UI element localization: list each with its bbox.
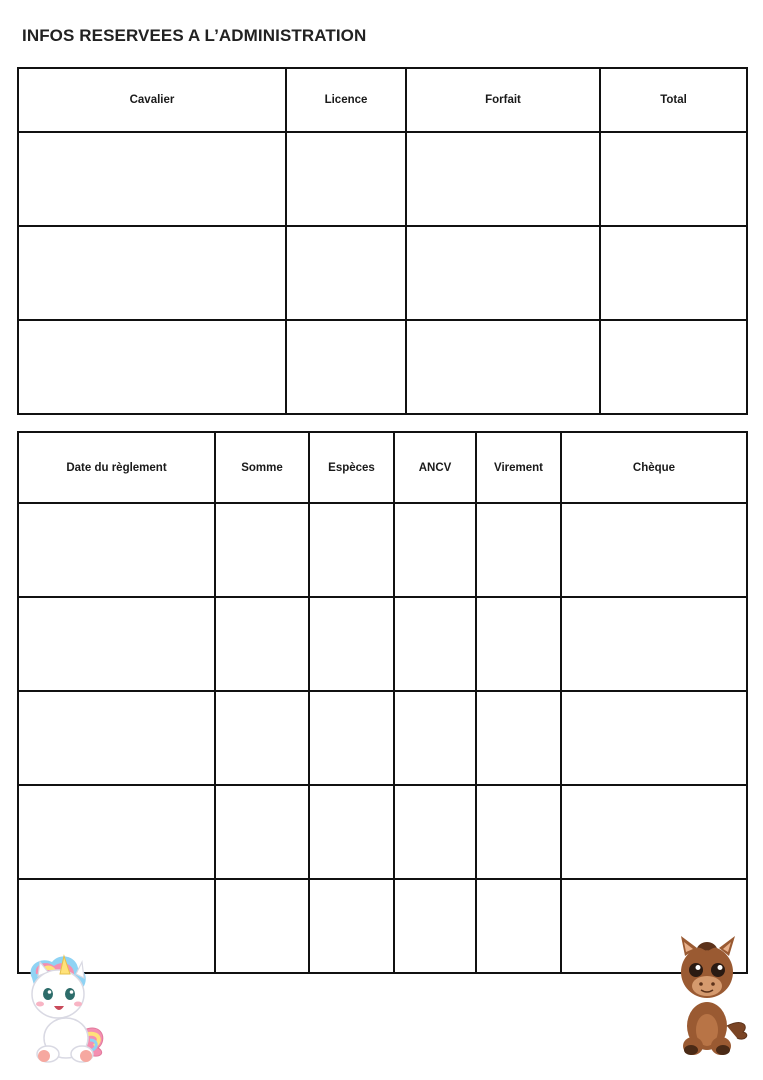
header-cheque: Chèque bbox=[561, 432, 747, 503]
header-somme: Somme bbox=[215, 432, 309, 503]
header-virement: Virement bbox=[476, 432, 561, 503]
ancv-cell[interactable] bbox=[394, 503, 476, 597]
admin-table-header-row bbox=[18, 68, 747, 132]
somme-cell[interactable] bbox=[215, 597, 309, 691]
cavalier-cell[interactable] bbox=[18, 226, 286, 320]
payment-table-row bbox=[18, 879, 747, 973]
header-date-reglement: Date du règlement bbox=[18, 432, 215, 503]
page-title: INFOS RESERVEES A L’ADMINISTRATION bbox=[22, 26, 367, 45]
header-especes: Espèces bbox=[309, 432, 394, 503]
somme-cell[interactable] bbox=[215, 879, 309, 973]
payment-table-row bbox=[18, 597, 747, 691]
virement-cell[interactable] bbox=[476, 785, 561, 879]
payment-table bbox=[17, 431, 748, 974]
unicorn-icon bbox=[18, 948, 110, 1066]
cavalier-cell[interactable] bbox=[18, 132, 286, 226]
especes-cell[interactable] bbox=[309, 691, 394, 785]
admin-table-row bbox=[18, 132, 747, 226]
virement-cell[interactable] bbox=[476, 503, 561, 597]
virement-cell[interactable] bbox=[476, 691, 561, 785]
total-cell[interactable] bbox=[600, 226, 747, 320]
licence-cell[interactable] bbox=[286, 226, 406, 320]
date-cell[interactable] bbox=[18, 691, 215, 785]
especes-cell[interactable] bbox=[309, 503, 394, 597]
header-forfait: Forfait bbox=[406, 68, 600, 132]
total-cell[interactable] bbox=[600, 320, 747, 414]
date-cell[interactable] bbox=[18, 597, 215, 691]
somme-cell[interactable] bbox=[215, 503, 309, 597]
virement-cell[interactable] bbox=[476, 879, 561, 973]
payment-table-header-row bbox=[18, 432, 747, 503]
header-total: Total bbox=[600, 68, 747, 132]
payment-table-row bbox=[18, 691, 747, 785]
ancv-cell[interactable] bbox=[394, 879, 476, 973]
horse-icon bbox=[667, 930, 751, 1058]
especes-cell[interactable] bbox=[309, 785, 394, 879]
somme-cell[interactable] bbox=[215, 691, 309, 785]
cheque-cell[interactable] bbox=[561, 597, 747, 691]
total-cell[interactable] bbox=[600, 132, 747, 226]
header-ancv: ANCV bbox=[394, 432, 476, 503]
licence-cell[interactable] bbox=[286, 132, 406, 226]
header-licence: Licence bbox=[286, 68, 406, 132]
somme-cell[interactable] bbox=[215, 785, 309, 879]
cheque-cell[interactable] bbox=[561, 503, 747, 597]
forfait-cell[interactable] bbox=[406, 320, 600, 414]
admin-table-row bbox=[18, 320, 747, 414]
forfait-cell[interactable] bbox=[406, 226, 600, 320]
especes-cell[interactable] bbox=[309, 597, 394, 691]
forfait-cell[interactable] bbox=[406, 132, 600, 226]
ancv-cell[interactable] bbox=[394, 691, 476, 785]
ancv-cell[interactable] bbox=[394, 785, 476, 879]
header-cavalier: Cavalier bbox=[18, 68, 286, 132]
admin-table-row bbox=[18, 226, 747, 320]
virement-cell[interactable] bbox=[476, 597, 561, 691]
especes-cell[interactable] bbox=[309, 879, 394, 973]
admin-table bbox=[17, 67, 748, 415]
payment-table-row bbox=[18, 785, 747, 879]
cavalier-cell[interactable] bbox=[18, 320, 286, 414]
payment-table-row bbox=[18, 503, 747, 597]
date-cell[interactable] bbox=[18, 503, 215, 597]
licence-cell[interactable] bbox=[286, 320, 406, 414]
date-cell[interactable] bbox=[18, 785, 215, 879]
ancv-cell[interactable] bbox=[394, 597, 476, 691]
cheque-cell[interactable] bbox=[561, 785, 747, 879]
cheque-cell[interactable] bbox=[561, 691, 747, 785]
